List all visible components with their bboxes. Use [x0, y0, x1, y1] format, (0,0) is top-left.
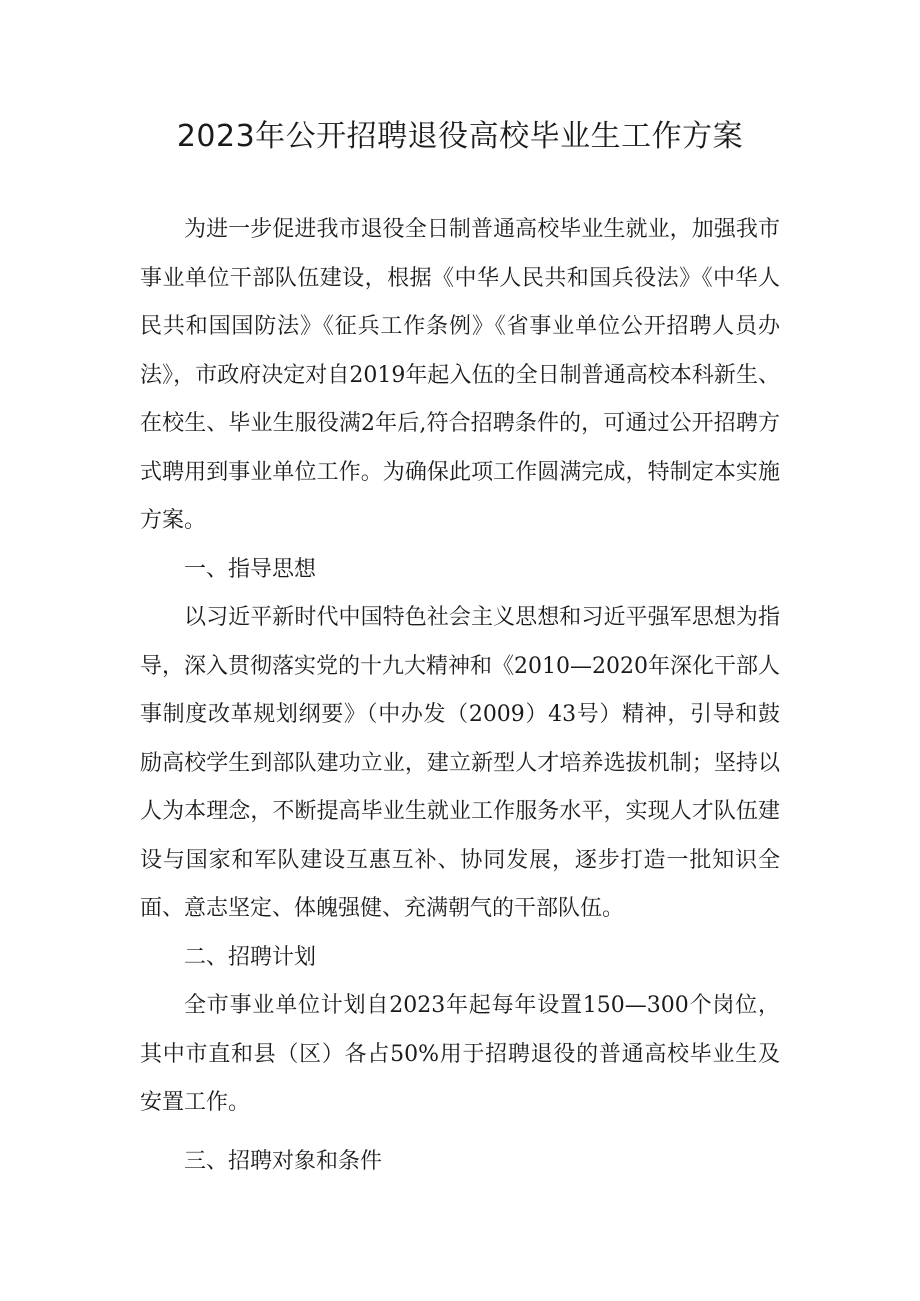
section-2-heading: 二、招聘计划	[184, 944, 317, 970]
section-1-heading: 一、指导思想	[184, 556, 317, 582]
spacer	[140, 1128, 780, 1138]
section-3-heading: 三、招聘对象和条件	[184, 1148, 383, 1174]
document-title: 2023年公开招聘退役高校毕业生工作方案	[176, 119, 744, 154]
intro-paragraph: 为进一步促进我市退役全日制普通高校毕业生就业，加强我市事业单位干部队伍建设，根据《中华人民共和国兵役法》《中华人民共和国国防法》《征兵工作条例》《省事业单位公开招聘人员办法》，市政府决定对自2019年起入伍的全日制普通高校本科新生、在校生、毕业生服役满2年后,符合招聘条件的，可通过公开招聘方式聘用到事业单位工作。为确保此项工作圆满完成，特制定本实施方案。	[140, 217, 780, 533]
section-2-paragraph: 全市事业单位计划自2023年起每年设置150—300个岗位，其中市直和县（区）各占50%用于招聘退役的普通高校毕业生及安置工作。	[140, 993, 780, 1115]
section-1-paragraph: 以习近平新时代中国特色社会主义思想和习近平强军思想为指导，深入贯彻落实党的十九大精神和《2010—2020年深化干部人事制度改革规划纲要》（中办发（2009）43号）精神，引导和鼓励高校学生到部队建功立业，建立新型人才培养选拔机制；坚持以人为本理念，不断提高毕业生就业工作服务水平，实现人才队伍建设与国家和军队建设互惠互补、协同发展，逐步打造一批知识全面、意志坚定、体魄强健、充满朝气的干部队伍。	[140, 605, 780, 921]
document-body	[140, 206, 780, 1186]
